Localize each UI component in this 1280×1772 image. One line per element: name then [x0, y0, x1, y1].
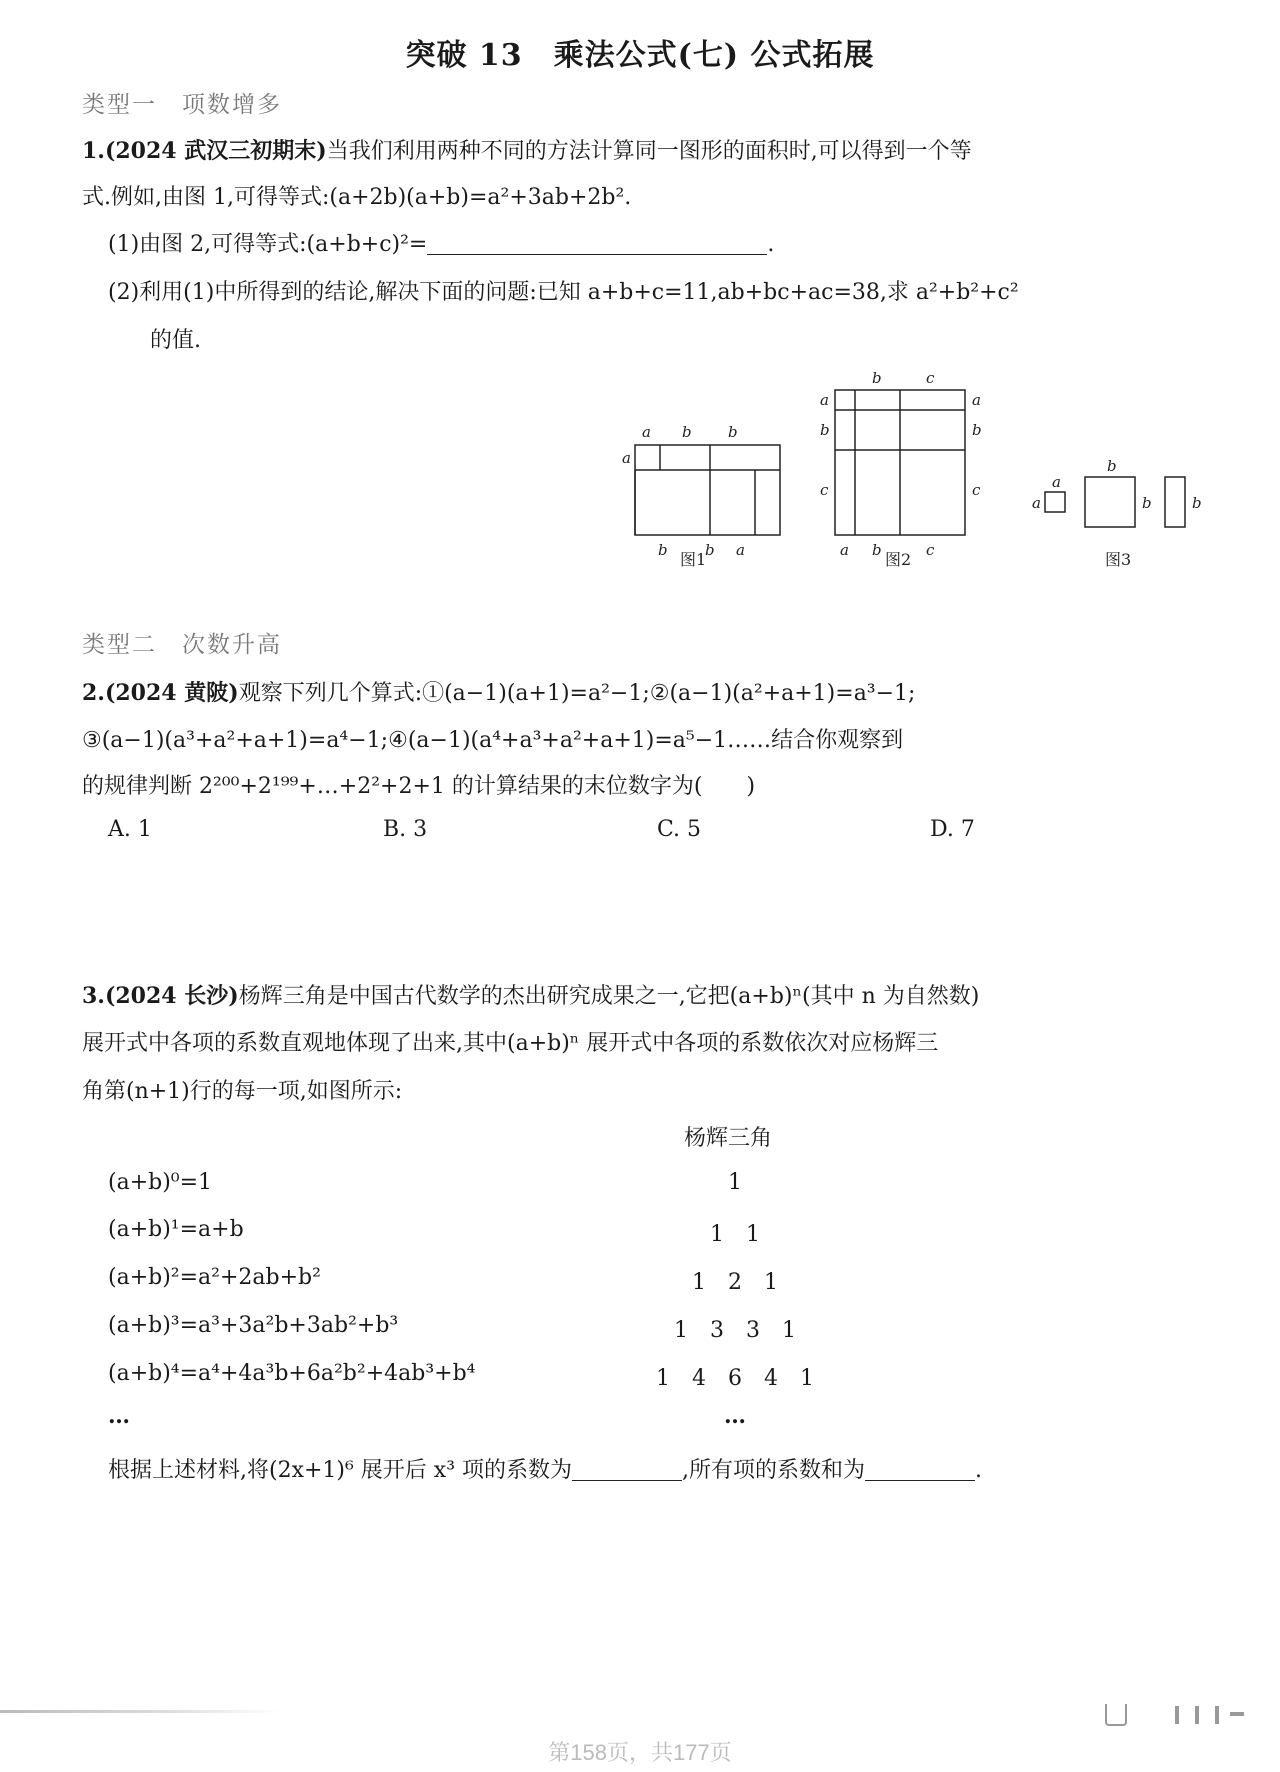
- fig2-left-label-3: c: [820, 481, 829, 499]
- question-1-source: (2024 武汉三初期末): [104, 138, 327, 164]
- option-c[interactable]: C. 5: [657, 817, 702, 842]
- triangle-row-2: 1 2 1: [692, 1270, 778, 1295]
- question-3-question-a: 根据上述材料,将(2x+1)⁶ 展开后 x³ 项的系数为: [108, 1458, 573, 1483]
- fig1-bottom-label-1: b: [658, 541, 668, 559]
- question-2-text-1: 观察下列几个算式:①(a−1)(a+1)=a²−1;②(a−1)(a²+a+1)=a³−1;: [238, 681, 916, 706]
- question-1-part-1-text: (1)由图 2,可得等式:(a+b+c)²=: [108, 232, 428, 257]
- option-b[interactable]: B. 3: [383, 817, 428, 842]
- question-2-source: (2024 黄陂): [104, 680, 239, 706]
- question-3-text-1: 杨辉三角是中国古代数学的杰出研究成果之一,它把(a+b)ⁿ(其中 n 为自然数): [238, 984, 980, 1009]
- question-3-question: [108, 1456, 982, 1486]
- scan-line-decoration: [0, 1710, 280, 1713]
- fig3-label-1: a: [1052, 473, 1061, 491]
- fig3-label-2: a: [1032, 494, 1041, 512]
- triangle-title: 杨辉三角: [684, 1126, 773, 1151]
- section-heading-1: 类型一 项数增多: [82, 91, 282, 117]
- scan-mark-decoration: [1100, 1704, 1260, 1728]
- question-1-line-1: [82, 136, 972, 167]
- fig2-right-label-2: b: [972, 421, 982, 439]
- fig1-left-label: a: [622, 449, 631, 467]
- area-figures: [600, 365, 1220, 580]
- triangle-row-1: 1 1: [710, 1222, 760, 1247]
- triangle-row-4: 1 4 6 4 1: [656, 1366, 814, 1391]
- question-3-line-1: [82, 981, 979, 1012]
- expansion-row-4: (a+b)⁴=a⁴+4a³b+6a²b²+4ab³+b⁴: [108, 1361, 476, 1386]
- question-3-line-3: 角第(n+1)行的每一项,如图所示:: [82, 1079, 403, 1104]
- fig1-top-label-1: a: [642, 423, 651, 441]
- triangle-row-3: 1 3 3 1: [674, 1318, 796, 1343]
- question-1-part-1: (1)由图 2,可得等式:(a+b+c)²= .: [108, 232, 775, 257]
- question-3-source: (2024 长沙): [104, 983, 239, 1009]
- page-number: 第158页，共177页: [548, 1740, 732, 1765]
- figure-3-caption: 图3: [1105, 550, 1132, 569]
- question-2-number: 2.: [82, 680, 105, 706]
- figure-2-caption: 图2: [885, 550, 912, 569]
- figure-1-caption: 图1: [680, 550, 707, 569]
- question-3-question-b: ,所有项的系数和为: [682, 1458, 866, 1483]
- expansion-row-ellipsis: …: [108, 1403, 130, 1429]
- answer-blank-3[interactable]: [865, 1458, 975, 1481]
- fig1-top-label-2: b: [682, 423, 692, 441]
- fig2-bottom-label-3: c: [926, 541, 935, 559]
- fig2-right-label-3: c: [972, 481, 981, 499]
- option-d[interactable]: D. 7: [930, 817, 975, 842]
- expansion-row-0: (a+b)⁰=1: [108, 1170, 213, 1195]
- question-1-part-2-line-1: (2)利用(1)中所得到的结论,解决下面的问题:已知 a+b+c=11,ab+bc+ac=38,求 a²+b²+c²: [108, 280, 1019, 305]
- question-1-line-2: 式.例如,由图 1,可得等式:(a+2b)(a+b)=a²+3ab+2b².: [82, 185, 632, 210]
- figure-1: [635, 445, 780, 535]
- fig3-label-3: b: [1107, 457, 1117, 475]
- fig3-label-5: b: [1192, 494, 1202, 512]
- question-2-line-2: ③(a−1)(a³+a²+a+1)=a⁴−1;④(a−1)(a⁴+a³+a²+a+1)=a⁵−1……结合你观察到: [82, 728, 904, 753]
- question-1-part-2-line-2: 的值.: [150, 328, 201, 353]
- figure-3: [1045, 477, 1185, 527]
- fig2-bottom-label-1: a: [840, 541, 849, 559]
- page-title: 突破 13 乘法公式(七) 公式拓展: [405, 38, 875, 73]
- fig3-label-4: b: [1142, 494, 1152, 512]
- option-a[interactable]: A. 1: [108, 817, 152, 842]
- triangle-row-0: 1: [728, 1170, 742, 1195]
- question-2-line-1: [82, 678, 915, 709]
- fig2-right-label-1: a: [972, 391, 981, 409]
- expansion-row-3: (a+b)³=a³+3a²b+3ab²+b³: [108, 1313, 399, 1338]
- triangle-row-ellipsis: …: [724, 1403, 746, 1429]
- answer-blank-1[interactable]: [427, 232, 767, 255]
- question-2-line-3: 的规律判断 2²⁰⁰+2¹⁹⁹+…+2²+2+1 的计算结果的末位数字为( ): [82, 774, 756, 799]
- expansion-row-2: (a+b)²=a²+2ab+b²: [108, 1265, 321, 1290]
- figure-2: [835, 390, 965, 535]
- question-1-number: 1.: [82, 138, 105, 164]
- fig1-top-label-3: b: [728, 423, 738, 441]
- answer-blank-2[interactable]: [572, 1458, 682, 1481]
- expansion-row-1: (a+b)¹=a+b: [108, 1217, 244, 1242]
- fig1-bottom-label-3: a: [736, 541, 745, 559]
- question-1-text-1: 当我们利用两种不同的方法计算同一图形的面积时,可以得到一个等: [326, 139, 972, 164]
- question-3-number: 3.: [82, 983, 105, 1009]
- fig2-left-label-2: b: [820, 421, 830, 439]
- fig1-bottom-label-2: b: [705, 541, 715, 559]
- fig2-top-label-1: b: [872, 369, 882, 387]
- fig2-bottom-label-2: b: [872, 541, 882, 559]
- fig2-left-label-1: a: [820, 391, 829, 409]
- fig2-top-label-2: c: [926, 369, 935, 387]
- question-3-question-end: .: [975, 1458, 983, 1483]
- section-heading-2: 类型二 次数升高: [82, 631, 282, 657]
- question-3-line-2: 展开式中各项的系数直观地体现了出来,其中(a+b)ⁿ 展开式中各项的系数依次对应杨辉三: [82, 1031, 939, 1056]
